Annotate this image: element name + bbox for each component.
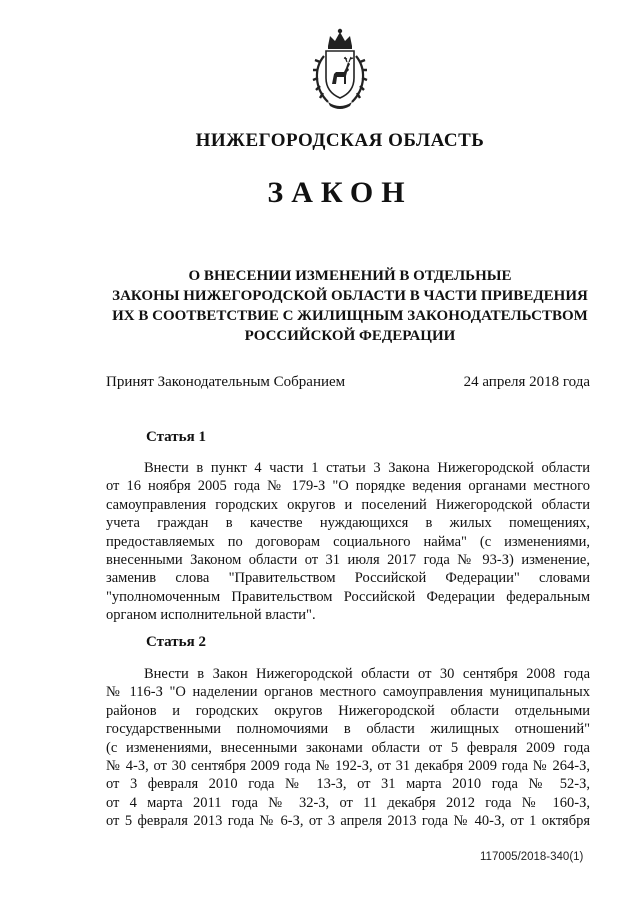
text-line: учета граждан в качестве нуждающихся в жилых помещениях, <box>106 515 590 532</box>
text-line: (с изменениями, внесенными законами области от 5 февраля 2009 года <box>106 739 590 756</box>
text-line: органом исполнительной власти". <box>106 607 316 624</box>
region-name: НИЖЕГОРОДСКАЯ ОБЛАСТЬ <box>195 130 485 151</box>
text-line: самоуправления городских округов и поселений Нижегородской области <box>106 496 590 513</box>
text-line: Внести в Закон Нижегородской области от 30 сентября 2008 года <box>144 666 590 682</box>
text-line: от 4 марта 2011 года № 32-З, от 11 декабря 2012 года № 160-З, <box>106 794 590 811</box>
text-line: Внести в пункт 4 части 1 статьи 3 Закона Нижегородской области <box>144 460 590 476</box>
text-line: внесенными Законом области от 31 июля 2017 года № 93-З) изменение, <box>106 551 590 568</box>
law-title-line: ИХ В СООТВЕТСТВИЕ С ЖИЛИЩНЫМ ЗАКОНОДАТЕЛЬСТВОМ <box>112 308 588 324</box>
adoption-date: 24 апреля 2018 года <box>463 374 590 390</box>
article-2-heading: Статья 2 <box>146 634 206 650</box>
text-line: государственными полномочиями в области жилищных отношений" <box>106 721 590 738</box>
article-2-text <box>106 665 590 831</box>
adoption-line <box>106 374 590 391</box>
text-line: от 5 февраля 2013 года № 6-З, от 3 апреля 2013 года № 40-З, от 1 октября <box>106 813 590 830</box>
text-line: № 116-З "О наделении органов местного самоуправления муниципальных <box>106 684 590 701</box>
coat-of-arms-icon <box>306 26 374 112</box>
law-title <box>90 266 610 346</box>
text-line: от 16 ноября 2005 года № 179-З "О порядке ведения органами местного <box>106 478 590 495</box>
document-type: ЗАКОН <box>267 176 413 209</box>
article-1-heading: Статья 1 <box>146 429 206 445</box>
text-line: № 4-З, от 30 сентября 2009 года № 192-З, от 31 декабря 2009 года № 264-З, <box>106 757 590 774</box>
text-line: предоставляемых по договорам социального найма" (с изменениями, <box>106 533 590 550</box>
adopted-by: Принят Законодательным Собранием <box>106 374 346 390</box>
article-1-text <box>106 459 590 625</box>
text-line: заменив слова "Правительством Российской Федерации" словами <box>106 570 590 587</box>
text-line: "уполномоченным Правительством Российской Федерации федеральным <box>106 588 590 605</box>
document-code: 117005/2018-340(1) <box>480 851 584 863</box>
law-title-line: О ВНЕСЕНИИ ИЗМЕНЕНИЙ В ОТДЕЛЬНЫЕ <box>188 268 512 284</box>
text-line: районов и городских округов Нижегородской области отдельными <box>106 702 590 719</box>
law-title-line: ЗАКОНЫ НИЖЕГОРОДСКОЙ ОБЛАСТИ В ЧАСТИ ПРИВЕДЕНИЯ <box>112 288 588 304</box>
text-line: от 3 февраля 2010 года № 13-З, от 31 марта 2010 года № 52-З, <box>106 776 590 793</box>
law-title-line: РОССИЙСКОЙ ФЕДЕРАЦИИ <box>244 328 456 344</box>
